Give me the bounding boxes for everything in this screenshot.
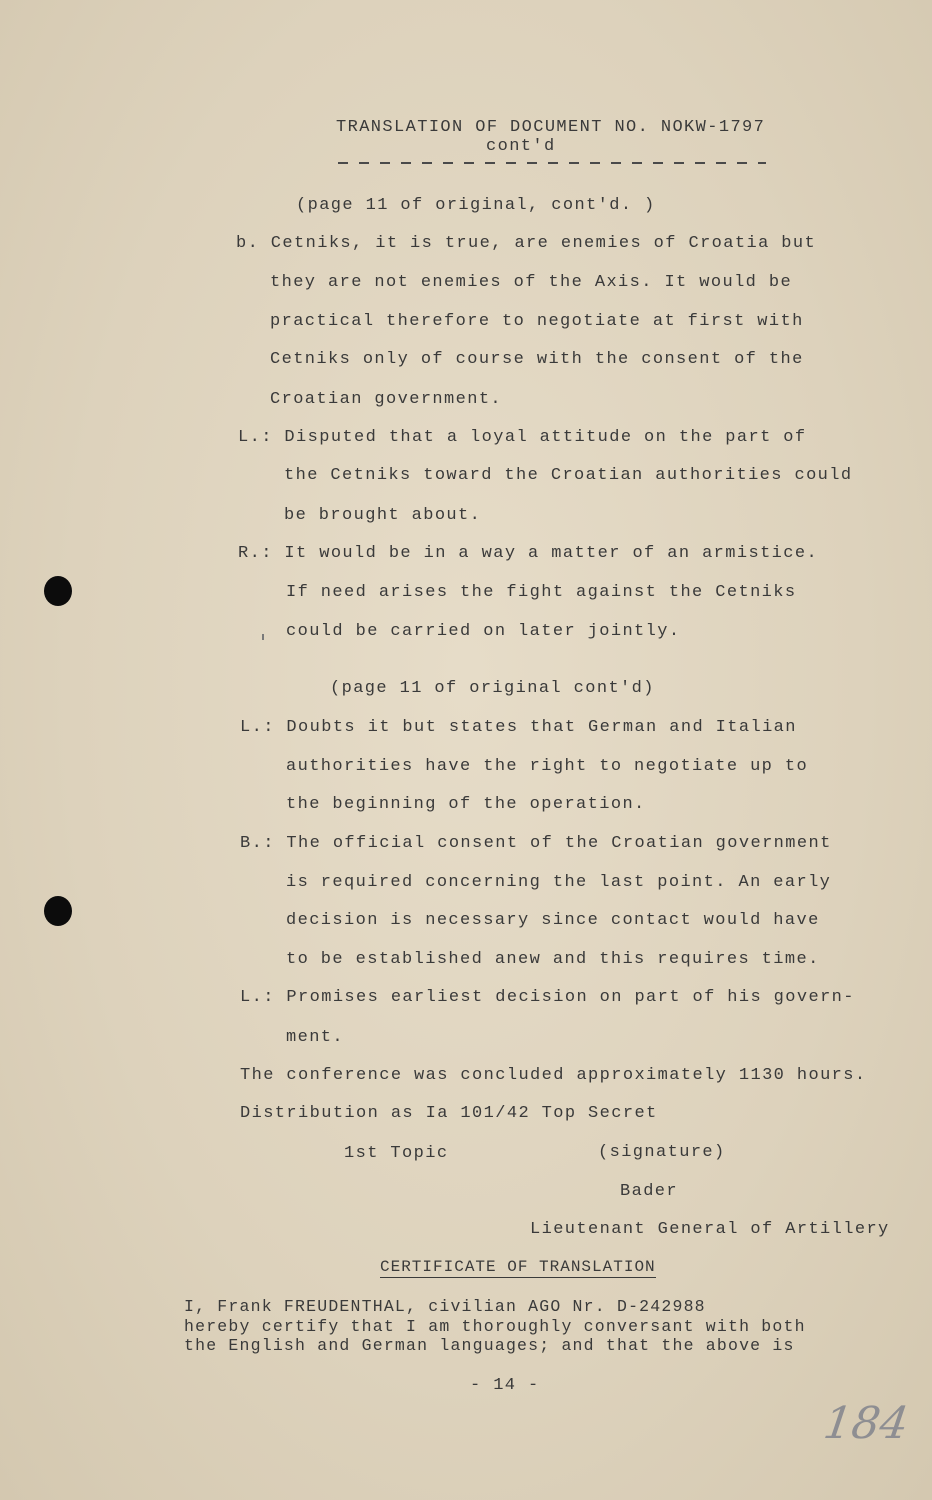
paragraph-r-line-2: If need arises the fight against the Cetniks bbox=[286, 583, 797, 602]
topic-label: 1st Topic bbox=[344, 1144, 449, 1163]
page-note-2: (page 11 of original cont'd) bbox=[330, 679, 655, 698]
paragraph-b-line-3: practical therefore to negotiate at first with bbox=[270, 312, 804, 331]
paragraph-r-line-3: could be carried on later jointly. bbox=[286, 622, 681, 641]
certificate-heading: CERTIFICATE OF TRANSLATION bbox=[380, 1258, 656, 1276]
punch-hole-upper bbox=[44, 576, 72, 606]
paragraph-b-line-2: they are not enemies of the Axis. It would be bbox=[270, 273, 793, 292]
certificate-line-3: the English and German languages; and that the above is bbox=[184, 1336, 795, 1355]
conclusion-line: The conference was concluded approximately 1130 hours. bbox=[240, 1066, 867, 1085]
page-note-1: (page 11 of original, cont'd. ) bbox=[296, 196, 656, 215]
certificate-line-1: I, Frank FREUDENTHAL, civilian AGO Nr. D-242988 bbox=[184, 1297, 706, 1316]
paragraph-b2-line-1: B.: The official consent of the Croatian government bbox=[240, 834, 832, 853]
stray-mark bbox=[262, 634, 264, 640]
paragraph-l2-line-2: authorities have the right to negotiate up to bbox=[286, 757, 809, 776]
paragraph-b2-line-3: decision is necessary since contact would have bbox=[286, 911, 820, 930]
paragraph-b2-line-2: is required concerning the last point. An early bbox=[286, 873, 832, 892]
paragraph-l3-line-2: ment. bbox=[286, 1028, 345, 1047]
signature-label: (signature) bbox=[598, 1143, 726, 1162]
document-subtitle: cont'd bbox=[486, 137, 556, 156]
signer-name: Bader bbox=[620, 1182, 679, 1201]
paragraph-l1-line-2: the Cetniks toward the Croatian authorities could bbox=[284, 466, 853, 485]
page-number: - 14 - bbox=[470, 1376, 540, 1395]
header-divider bbox=[338, 162, 766, 164]
paragraph-b-line-4: Cetniks only of course with the consent of the bbox=[270, 350, 804, 369]
signer-title: Lieutenant General of Artillery bbox=[530, 1220, 890, 1239]
paragraph-b2-line-4: to be established anew and this requires time. bbox=[286, 950, 820, 969]
paragraph-l2-line-3: the beginning of the operation. bbox=[286, 795, 646, 814]
distribution-line: Distribution as Ia 101/42 Top Secret bbox=[240, 1104, 658, 1123]
paragraph-l2-line-1: L.: Doubts it but states that German and Italian bbox=[240, 718, 797, 737]
paragraph-b-line-5: Croatian government. bbox=[270, 390, 503, 409]
paragraph-l1-line-1: L.: Disputed that a loyal attitude on the part of bbox=[238, 428, 807, 447]
handwritten-page-number: 184 bbox=[820, 1398, 912, 1449]
certificate-line-2: hereby certify that I am thoroughly conversant with both bbox=[184, 1317, 806, 1336]
paragraph-l3-line-1: L.: Promises earliest decision on part of his govern- bbox=[240, 988, 855, 1007]
paragraph-l1-line-3: be brought about. bbox=[284, 506, 482, 525]
paragraph-b-line-1: b. Cetniks, it is true, are enemies of Croatia but bbox=[236, 234, 817, 253]
document-title: TRANSLATION OF DOCUMENT NO. NOKW-1797 bbox=[336, 118, 766, 137]
punch-hole-lower bbox=[44, 896, 72, 926]
paragraph-r-line-1: R.: It would be in a way a matter of an armistice. bbox=[238, 544, 819, 563]
